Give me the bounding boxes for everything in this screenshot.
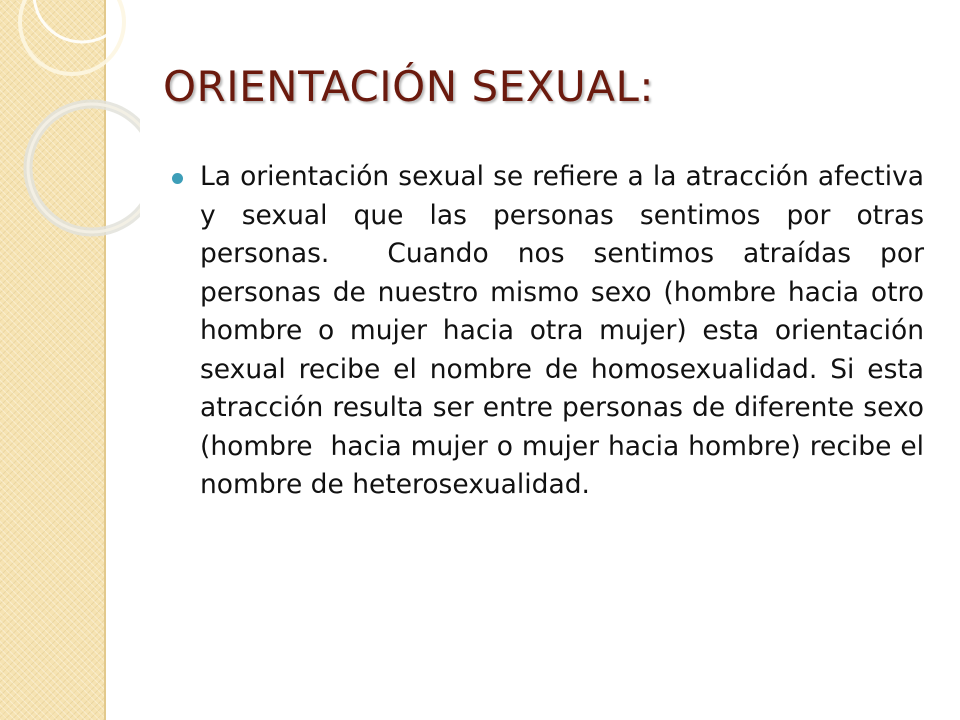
slide-title: ORIENTACIÓN SEXUAL: bbox=[163, 62, 655, 111]
bullet-list bbox=[172, 158, 933, 505]
bullet-text: La orientación sexual se refiere a la atracción afectiva y sexual que las personas sentimos por otras personas. Cuando nos sentimos atraídas por personas de nuestro mismo sexo (hombre hacia otro hombre o mujer hacia otra mujer) esta orientación sexual recibe el nombre de homosexualidad. Si esta atracción resulta ser entre personas de diferente sexo (hombre hacia mujer o mujer hacia hombre) recibe el nombre de heterosexualidad. bbox=[200, 161, 933, 500]
round-bullet-icon bbox=[172, 173, 183, 184]
decorative-circles-icon bbox=[0, 0, 140, 260]
bullet-item bbox=[172, 158, 933, 505]
